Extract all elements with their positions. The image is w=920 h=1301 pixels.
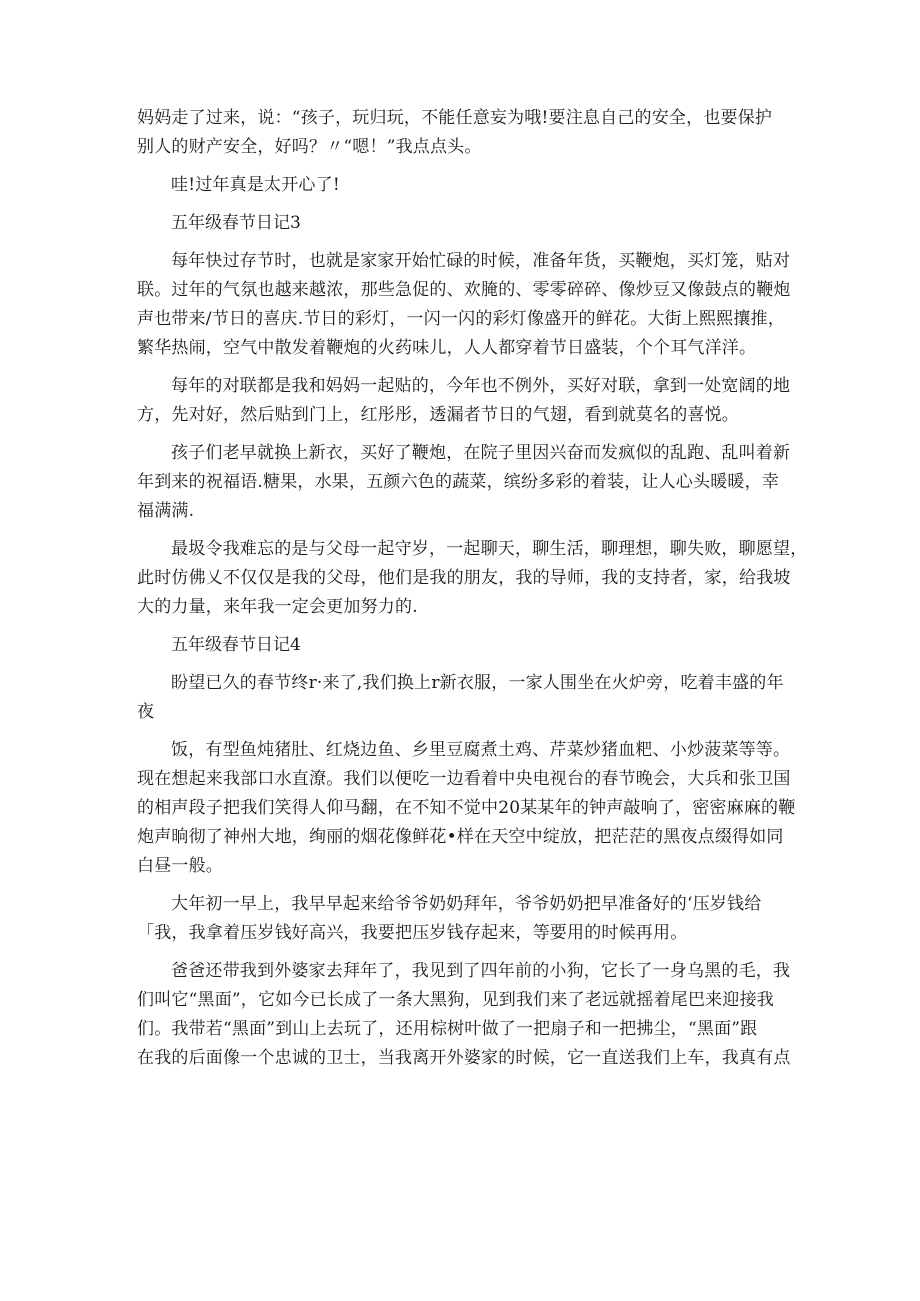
text-line: 大的力量，来年我一定会更加努力的. xyxy=(137,597,418,617)
text-line: 爸爸还带我到外婆家去拜年了，我见到了四年前的小狗，它长了一身乌黑的毛，我 xyxy=(171,961,791,981)
body-paragraph xyxy=(137,736,796,881)
text-line: 方，先对好，然后贴到门上，红彤彤，透漏者节日的气翅，看到就莫名的喜悦。 xyxy=(137,405,739,425)
text-line: 夜 xyxy=(137,702,155,722)
body-paragraph xyxy=(137,957,791,1073)
text-line: 们。我带若“黑面”到山上去玩了，还用棕树叶做了一把扇子和一把拂尘，“黑面”跟 xyxy=(137,1019,758,1039)
body-paragraph xyxy=(137,104,785,162)
text-line: 「我，我拿着压岁钱好高兴，我要把压岁钱存起来，等要用的时候再用。 xyxy=(137,923,688,943)
text-line: 们叫它“黑面”，它如今已长成了一条大黑狗，见到我们来了老远就摇着尾巴来迎接我 xyxy=(137,990,774,1010)
text-line: 声也带来/节日的喜庆.节日的彩灯，一闪一闪的彩灯像盛开的鲜花。大街上熙熙攘推， xyxy=(137,309,785,329)
text-line: 现在想起来我部口水直潦。我们以便吃一边看着中央电视台的春节晚会，大兵和张卫国 xyxy=(137,769,791,789)
section-heading: 五年级春节日记4 xyxy=(171,635,301,655)
text-line: 每年快过存节时，也就是家家开始忙碌的时候，准备年货，买鞭炮，买灯笼，贴对 xyxy=(171,251,791,271)
body-paragraph xyxy=(137,372,791,430)
section-heading: 五年级春节日记3 xyxy=(171,213,301,233)
text-line: 此时仿佛乂不仅仅是我的父母，他们是我的朋友，我的导师，我的支持者，家，给我坡 xyxy=(137,568,791,588)
text-line: 妈妈走了过来，说：“孩子，玩归玩，不能任意妄为哦!要注息自己的安全，也要保护 xyxy=(137,108,773,128)
document-page xyxy=(137,104,808,1082)
body-paragraph xyxy=(137,171,785,200)
text-line: 大年初一早上，我早早起来给爷爷奶奶拜年，爷爷奶奶把早准备好的‘压岁钱给 xyxy=(171,894,762,914)
text-line: 每年的对联都是我和妈妈一起贴的，今年也不例外，买好对联，拿到一处宽阔的地 xyxy=(171,376,791,396)
text-line: 年到来的祝福语.糖果，水果，五颜六色的蔬菜，缤纷多彩的着装，让人心头暖暖，幸 xyxy=(137,472,780,492)
body-paragraph xyxy=(137,247,791,363)
text-line: 在我的后面像一个忠诚的卫士，当我离开外婆家的时候，它一直送我们上车，我真有点 xyxy=(137,1048,791,1068)
text-line: 饭，有型鱼炖猪肚、红烧边鱼、乡里豆腐煮土鸡、芹菜炒猪血粑、小炒菠菜等等。 xyxy=(171,740,791,760)
text-line: 白昼一般。 xyxy=(137,856,223,876)
text-line: 炮声晌彻了神州大地，绚丽的烟花像鲜花•样在天空中绽放，把茫茫的黑夜点缀得如同 xyxy=(137,827,784,847)
body-paragraph xyxy=(137,439,791,526)
text-line: 孩子们老早就换上新衣，买好了鞭炮，在院子里因兴奋而发疯似的乱跑、乱叫着新 xyxy=(171,443,791,463)
text-line: 的相声段子把我们笑得人仰马翻，在不知不觉中20某某年的钟声敲响了，密密麻麻的鞭 xyxy=(137,798,796,818)
text-line: 繁华热闹，空气中散发着鞭炮的火药味儿，人人都穿着节日盛装，个个耳气洋洋。 xyxy=(137,338,757,358)
text-line: 盼望已久的春节终r·来了,我们换上r新衣服，一家人围坐在火炉旁，吃着丰盛的年 xyxy=(171,673,784,693)
body-paragraph xyxy=(137,669,785,727)
body-paragraph xyxy=(137,890,785,948)
text-line: 哇!过年真是太开心了! xyxy=(171,175,340,195)
text-line: 最圾令我难忘的是与父母一起守岁，一起聊天，聊生活，聊理想，聊失败，聊愿望， xyxy=(171,539,808,559)
text-line: 福满满. xyxy=(137,501,195,521)
text-line: 别人的财产安全，好吗？〃“嗯！”我点点头。 xyxy=(137,137,482,157)
text-line: 联。过年的气氛也越来越浓，那些急促的、欢腌的、零零碎碎、像炒豆又像鼓点的鞭炮 xyxy=(137,280,791,300)
body-paragraph xyxy=(137,535,808,622)
